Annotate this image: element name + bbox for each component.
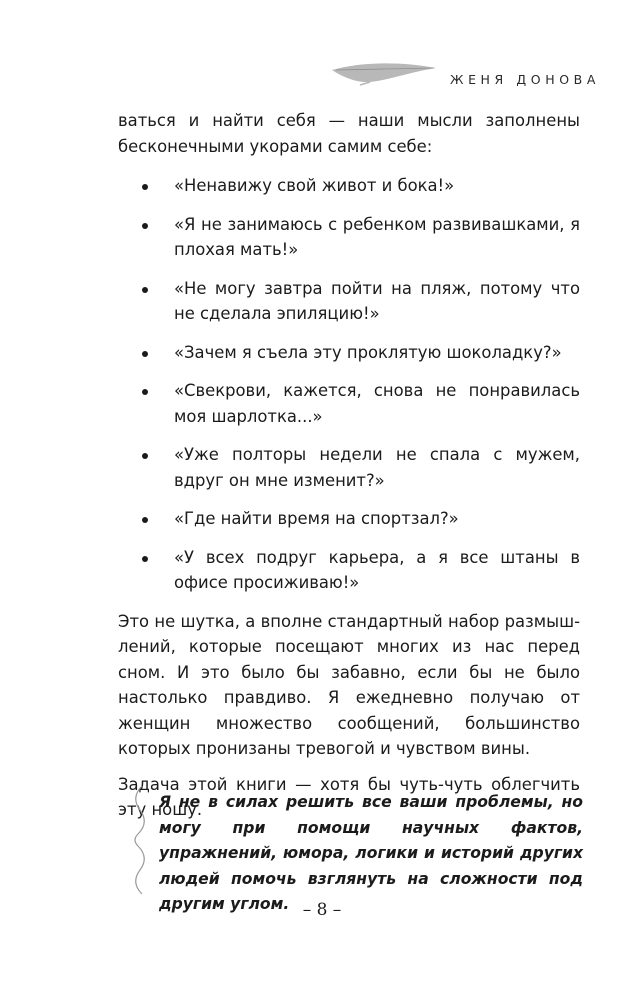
bullet-icon [142, 223, 148, 229]
list-item: «Уже полторы недели не спала с мужем, вдруг он мне изменит?» [118, 442, 580, 493]
author-name: ЖЕНЯ ДОНОВА [450, 72, 600, 87]
paragraph-book-goal: Задача этой книги — хотя бы чуть-чуть облегчить эту ношу. [118, 774, 580, 819]
bullet-icon [142, 184, 148, 190]
paragraph-standard-set: Это не шутка, а вполне стандартный набор размышлений, которые посещают многих из нас перед сном. И это было бы забавно, если бы не было настолько правдиво. Я ежедневно получаю от женщин множество сообщений, большинство которых пронизаны тревогой и чувством вины. [118, 611, 580, 758]
wavy-bracket-icon [130, 784, 150, 896]
bullet-icon [142, 351, 148, 357]
list-item: «Свекрови, кажется, снова не понравилась моя шарлотка...» [118, 378, 580, 429]
list-item: «Я не занимаюсь с ребенком развивашками, я плохая мать!» [118, 212, 580, 263]
pull-quote [130, 784, 585, 913]
list-item: «Ненавижу свой живот и бока!» [118, 173, 580, 199]
bullet-icon [142, 287, 148, 293]
page-number: – 8 – [302, 900, 342, 920]
list-item: «Где найти время на спортзал?» [118, 506, 580, 532]
worries-list [118, 173, 580, 596]
list-item: «У всех подруг карьера, а я все штаны в офисе просиживаю!» [118, 545, 580, 596]
bullet-icon [142, 453, 148, 459]
running-header [330, 58, 600, 88]
list-item: «Не могу завтра пойти на пляж, потому что не сделала эпиляцию!» [118, 276, 580, 327]
bullet-icon [142, 517, 148, 523]
quote-text: Я не в силах решить все ваши проблемы, но могу при помощи научных фактов, упражнений, юмора, логики и историй других людей помочь взглянуть на сложности под другим углом. [159, 793, 583, 913]
bullet-icon [142, 389, 148, 395]
bullet-icon [142, 556, 148, 562]
intro-paragraph: ваться и найти себя — наши мысли заполнены бесконечными укорами самим себе: [118, 111, 580, 156]
main-text [118, 108, 580, 823]
feather-icon [330, 58, 440, 88]
list-item: «Зачем я съела эту проклятую шоколадку?» [118, 340, 580, 366]
